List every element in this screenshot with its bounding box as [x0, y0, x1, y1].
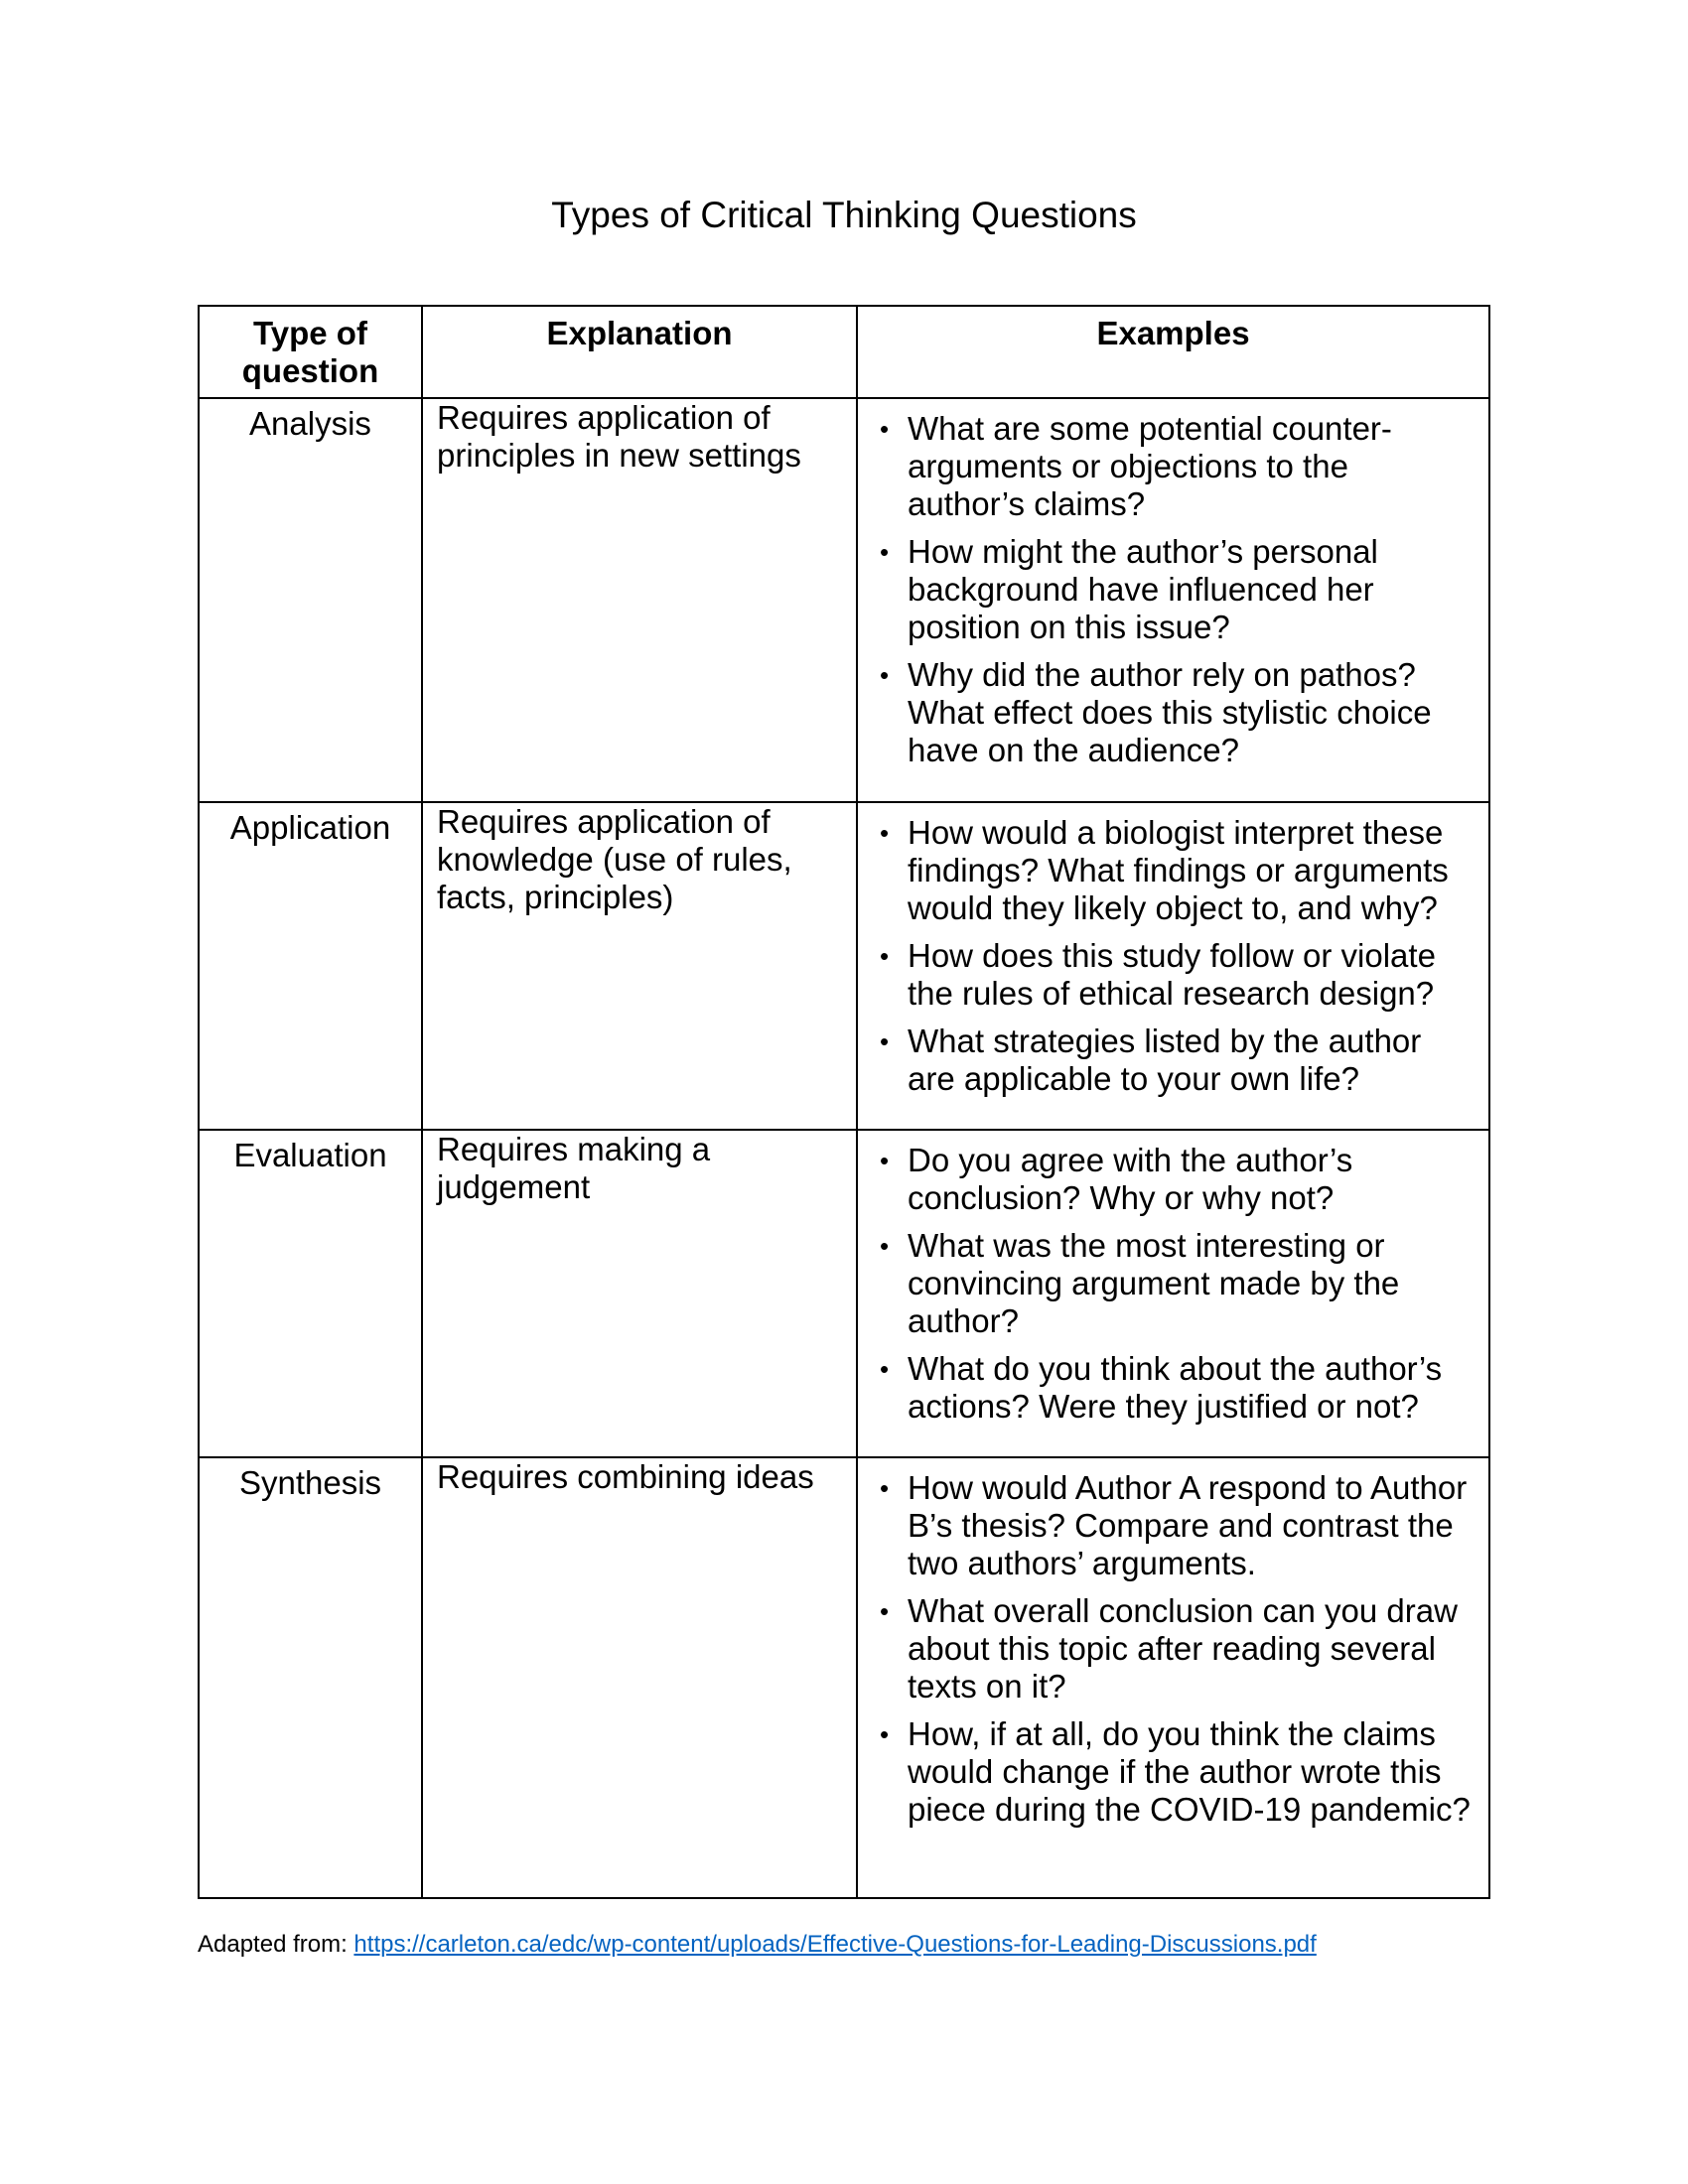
example-text: What do you think about the author’s actions? Were they justified or not? — [908, 1350, 1443, 1425]
table-row — [199, 1457, 1489, 1898]
list-item — [878, 1023, 1475, 1098]
source-prefix: Adapted from: — [198, 1931, 354, 1958]
header-examples: Examples — [857, 306, 1489, 398]
list-item — [878, 1715, 1475, 1829]
table-header-row — [199, 306, 1489, 398]
explanation-line: Requires combining ideas — [437, 1458, 814, 1495]
bullet-icon: • — [880, 1026, 890, 1056]
example-text: Why did the author rely on pathos? What effect does this stylistic choice have on the audience? — [908, 656, 1432, 768]
example-text: How would a biologist interpret these findings? What findings or arguments would they likely object to, and why? — [908, 814, 1449, 926]
explanation-line: principles in new settings — [437, 437, 801, 474]
examples-cell — [857, 398, 1489, 802]
header-type-label-line1: Type of — [253, 315, 367, 351]
examples-list — [878, 410, 1475, 769]
critical-thinking-table — [198, 305, 1490, 1899]
list-item — [878, 656, 1475, 769]
source-note — [198, 1931, 1317, 1959]
explanation-cell — [422, 1457, 857, 1898]
example-text: How does this study follow or violate the rules of ethical research design? — [908, 937, 1436, 1012]
type-cell: Application — [199, 802, 422, 1130]
bullet-icon: • — [880, 1354, 890, 1384]
type-cell: Analysis — [199, 398, 422, 802]
list-item — [878, 1142, 1475, 1217]
example-text: What overall conclusion can you draw about this topic after reading several texts on it? — [908, 1592, 1458, 1705]
bullet-icon: • — [880, 537, 890, 567]
explanation-cell — [422, 802, 857, 1130]
example-text: What strategies listed by the author are applicable to your own life? — [908, 1023, 1422, 1097]
explanation-line: judgement — [437, 1168, 591, 1205]
example-text: Do you agree with the author’s conclusion? Why or why not? — [908, 1142, 1353, 1216]
examples-list — [878, 1469, 1475, 1829]
list-item — [878, 937, 1475, 1013]
header-explanation: Explanation — [422, 306, 857, 398]
type-cell: Synthesis — [199, 1457, 422, 1898]
page-title: Types of Critical Thinking Questions — [551, 195, 1137, 235]
example-text: How might the author’s personal background have influenced her position on this issue? — [908, 533, 1378, 645]
example-text: What was the most interesting or convincing argument made by the author? — [908, 1227, 1400, 1339]
example-text: What are some potential counter-arguments or objections to the author’s claims? — [908, 410, 1392, 522]
explanation-cell — [422, 398, 857, 802]
explanation-line: Requires application of — [437, 399, 771, 436]
table-row — [199, 398, 1489, 802]
list-item — [878, 1469, 1475, 1582]
table-row — [199, 1130, 1489, 1457]
list-item — [878, 1350, 1475, 1426]
type-cell: Evaluation — [199, 1130, 422, 1457]
bullet-icon: • — [880, 818, 890, 848]
list-item — [878, 533, 1475, 646]
bullet-icon: • — [880, 1473, 890, 1503]
example-text: How, if at all, do you think the claims would change if the author wrote this piece during the COVID-19 pandemic? — [908, 1715, 1471, 1828]
list-item — [878, 1227, 1475, 1340]
examples-cell — [857, 1130, 1489, 1457]
header-type-label-line2: question — [241, 352, 379, 389]
list-item — [878, 410, 1475, 523]
header-type-of-question — [199, 306, 422, 398]
explanation-line: Requires making a — [437, 1131, 711, 1167]
examples-cell — [857, 1457, 1489, 1898]
example-text: How would Author A respond to Author B’s thesis? Compare and contrast the two authors’ arguments. — [908, 1469, 1468, 1581]
examples-cell — [857, 802, 1489, 1130]
explanation-line: Requires application of — [437, 803, 771, 840]
list-item — [878, 1592, 1475, 1706]
bullet-icon: • — [880, 1231, 890, 1261]
examples-list — [878, 1142, 1475, 1426]
bullet-icon: • — [880, 1596, 890, 1626]
explanation-line: knowledge (use of rules, — [437, 841, 792, 878]
explanation-cell — [422, 1130, 857, 1457]
examples-list — [878, 814, 1475, 1098]
list-item — [878, 814, 1475, 927]
bullet-icon: • — [880, 660, 890, 690]
bullet-icon: • — [880, 414, 890, 444]
source-link[interactable]: https://carleton.ca/edc/wp-content/uploads/Effective-Questions-for-Leading-Discussions.pdf — [353, 1931, 1317, 1958]
table-row — [199, 802, 1489, 1130]
explanation-line: facts, principles) — [437, 879, 674, 915]
bullet-icon: • — [880, 941, 890, 971]
bullet-icon: • — [880, 1146, 890, 1175]
bullet-icon: • — [880, 1719, 890, 1749]
